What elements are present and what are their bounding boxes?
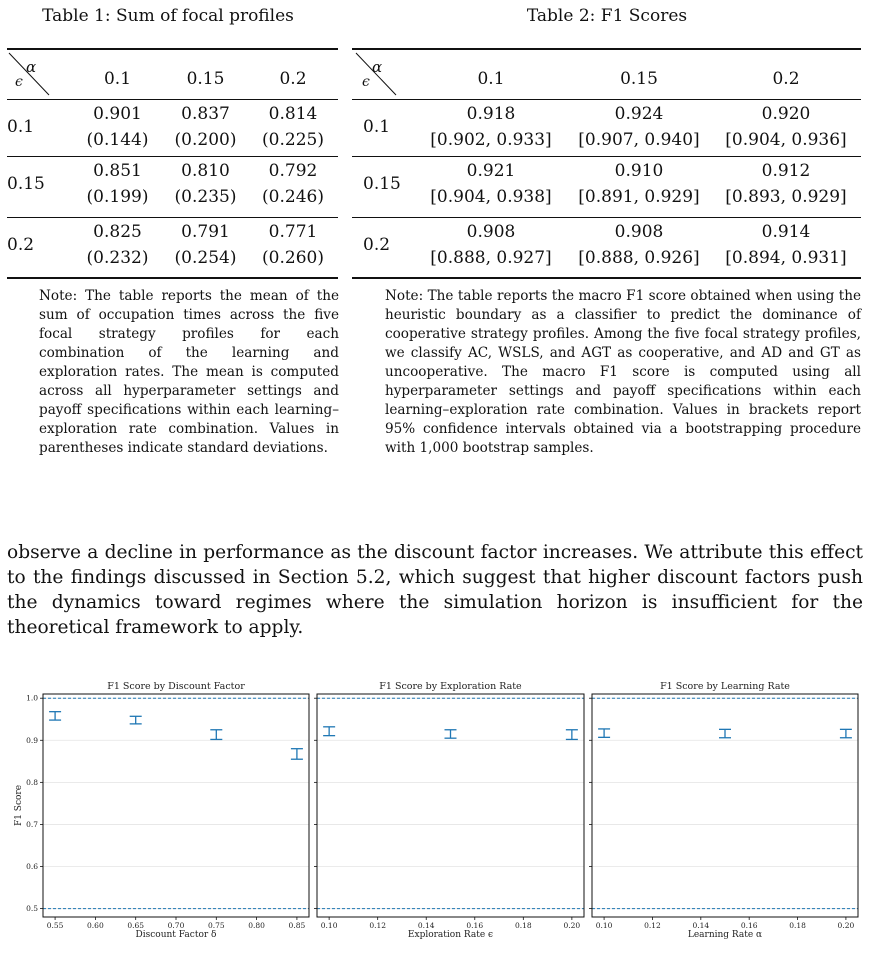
table1-cell-sd: (0.246) <box>262 187 324 207</box>
table2-cell-value: 0.920 <box>761 104 811 124</box>
x-tick-label: 0.60 <box>87 921 104 930</box>
x-tick-label: 0.75 <box>207 921 225 930</box>
table1-cell-sd: (0.225) <box>262 130 324 150</box>
y-tick-label: 0.6 <box>26 862 38 872</box>
table2-cell-ci: [0.904, 0.936] <box>725 130 847 150</box>
x-tick-label: 0.14 <box>417 921 435 930</box>
x-tick-label: 0.55 <box>46 921 64 930</box>
table2-cell-ci: [0.904, 0.938] <box>430 187 552 207</box>
table1-corner-alpha: α <box>26 58 37 76</box>
table2-cell-value: 0.914 <box>761 222 811 242</box>
table2-col-header: 0.1 <box>477 69 505 89</box>
y-tick-label: 0.8 <box>26 777 38 787</box>
table2-cell-value: 0.908 <box>466 222 516 242</box>
table2-row-label: 0.15 <box>363 174 401 194</box>
table1-cell-value: 0.901 <box>93 104 142 124</box>
table1-cell-value: 0.851 <box>93 161 142 181</box>
x-tick-label: 0.18 <box>789 921 806 930</box>
table2-cell-ci: [0.888, 0.927] <box>430 248 552 268</box>
table1-note: Note: The table reports the mean of the sum of occupation times across the five focal strategy profiles for each combination of the learning and exploration rates. The mean is computed across all hyperparameter settings and payoff specifications within each learning–exploration rate combination. Values in parentheses indicate standard deviations. <box>39 288 339 456</box>
y-tick-label: 0.9 <box>26 735 38 745</box>
table2-bottom-rule <box>352 277 861 279</box>
x-tick-label: 0.20 <box>837 921 855 930</box>
table2-cell-ci: [0.891, 0.929] <box>578 187 700 207</box>
axes-frame <box>592 694 858 917</box>
table2-top-rule <box>352 48 861 50</box>
table1-row-rule <box>7 156 338 157</box>
table2-cell-value: 0.921 <box>466 161 516 181</box>
x-tick-label: 0.20 <box>563 921 581 930</box>
table1-row-rule <box>7 217 338 218</box>
table1-cell-value: 0.771 <box>268 222 318 242</box>
table2-cell-ci: [0.894, 0.931] <box>725 248 847 268</box>
x-tick-label: 0.85 <box>288 921 306 930</box>
table2-caption: Table 2: F1 Scores <box>526 6 688 26</box>
table1-col-header: 0.15 <box>186 69 225 89</box>
table2-cell-value: 0.910 <box>614 161 664 181</box>
axes-frame <box>317 694 584 917</box>
table1-cell-sd: (0.254) <box>174 248 237 268</box>
x-tick-label: 0.16 <box>466 921 484 930</box>
table2-col-header: 0.2 <box>772 69 800 89</box>
table2-corner-epsilon: ϵ <box>362 74 370 90</box>
body-paragraph: observe a decline in performance as the discount factor increases. We attribute this effect to the findings discussed in Section 5.2, which suggest that higher discount factors push the dynamics toward regimes where the simulation horizon is insufficient for the theoretical framework to apply. <box>7 542 863 638</box>
table1-corner-epsilon: ϵ <box>15 74 23 90</box>
table1-row-label: 0.15 <box>7 174 45 194</box>
x-tick-label: 0.10 <box>595 921 613 930</box>
x-tick-label: 0.16 <box>740 921 758 930</box>
table1-cell-sd: (0.200) <box>174 130 237 150</box>
table1-cell-value: 0.792 <box>268 161 318 181</box>
table2-cell-ci: [0.907, 0.940] <box>578 130 700 150</box>
table2-header-rule <box>352 99 861 100</box>
table1-cell-value: 0.814 <box>268 104 318 124</box>
table1-cell-sd: (0.235) <box>174 187 237 207</box>
f1-score-figure <box>0 670 870 959</box>
table2-cell-value: 0.918 <box>466 104 516 124</box>
table1-bottom-rule <box>7 277 338 279</box>
table2-cell-value: 0.924 <box>614 104 664 124</box>
x-tick-label: 0.10 <box>320 921 338 930</box>
table2-note: Note: The table reports the macro F1 score obtained when using the heuristic boundary as a classifier to predict the dominance of cooperative strategy profiles. Among the five focal strategy profiles, we classify AC, WSLS, and AGT as cooperative, and AD and GT as uncooperative. The macro F1 score is computed using all hyperparameter settings and payoff specifications within each learning–exploration rate combination. Values in brackets report 95% confidence intervals obtained via a bootstrapping procedure with 1,000 bootstrap samples. <box>385 288 861 456</box>
table1-cell-sd: (0.232) <box>86 248 149 268</box>
table1-row-label: 0.1 <box>7 117 35 137</box>
table2-row-rule <box>352 156 861 157</box>
table1-caption: Table 1: Sum of focal profiles <box>42 6 294 26</box>
y-tick-label: 0.7 <box>26 819 38 829</box>
x-tick-label: 0.14 <box>692 921 710 930</box>
x-tick-label: 0.12 <box>369 921 387 930</box>
table2-cell-ci: [0.888, 0.926] <box>578 248 700 268</box>
table2-row-rule <box>352 217 861 218</box>
x-axis-label: Discount Factor δ <box>135 930 217 940</box>
x-axis-label: Learning Rate α <box>687 930 763 940</box>
table1-col-header: 0.1 <box>103 69 132 89</box>
x-tick-label: 0.80 <box>248 921 265 930</box>
table2-cell-ci: [0.893, 0.929] <box>725 187 847 207</box>
table1-cell-sd: (0.199) <box>86 187 149 207</box>
y-axis-label: F1 Score <box>14 784 24 827</box>
table1-cell-value: 0.810 <box>181 161 230 181</box>
chart-title: F1 Score by Learning Rate <box>660 681 790 692</box>
table2-cell-value: 0.908 <box>614 222 664 242</box>
table2-row-label: 0.1 <box>363 117 391 137</box>
table2-col-header: 0.15 <box>620 69 658 89</box>
x-tick-label: 0.12 <box>644 921 661 930</box>
table1-col-header: 0.2 <box>279 69 307 89</box>
table1-row-label: 0.2 <box>7 235 35 255</box>
table2-row-label: 0.2 <box>363 235 391 255</box>
table1-cell-value: 0.791 <box>181 222 230 242</box>
x-axis-label: Exploration Rate ϵ <box>407 930 494 940</box>
table2-corner-alpha: α <box>372 58 383 76</box>
table2-cell-ci: [0.902, 0.933] <box>430 130 552 150</box>
x-tick-label: 0.70 <box>167 921 185 930</box>
table1-top-rule <box>7 48 338 50</box>
table1-cell-sd: (0.260) <box>262 248 324 268</box>
x-tick-label: 0.65 <box>127 921 145 930</box>
table1-cell-sd: (0.144) <box>86 130 149 150</box>
table2-cell-value: 0.912 <box>761 161 811 181</box>
table1-cell-value: 0.837 <box>181 104 230 124</box>
x-tick-label: 0.18 <box>514 921 532 930</box>
y-tick-label: 1.0 <box>26 693 38 703</box>
y-tick-label: 0.5 <box>26 904 38 914</box>
table1-cell-value: 0.825 <box>93 222 142 242</box>
table1-header-rule <box>7 99 338 100</box>
chart-title: F1 Score by Discount Factor <box>107 681 245 692</box>
chart-title: F1 Score by Exploration Rate <box>379 681 522 692</box>
axes-frame <box>43 694 309 917</box>
